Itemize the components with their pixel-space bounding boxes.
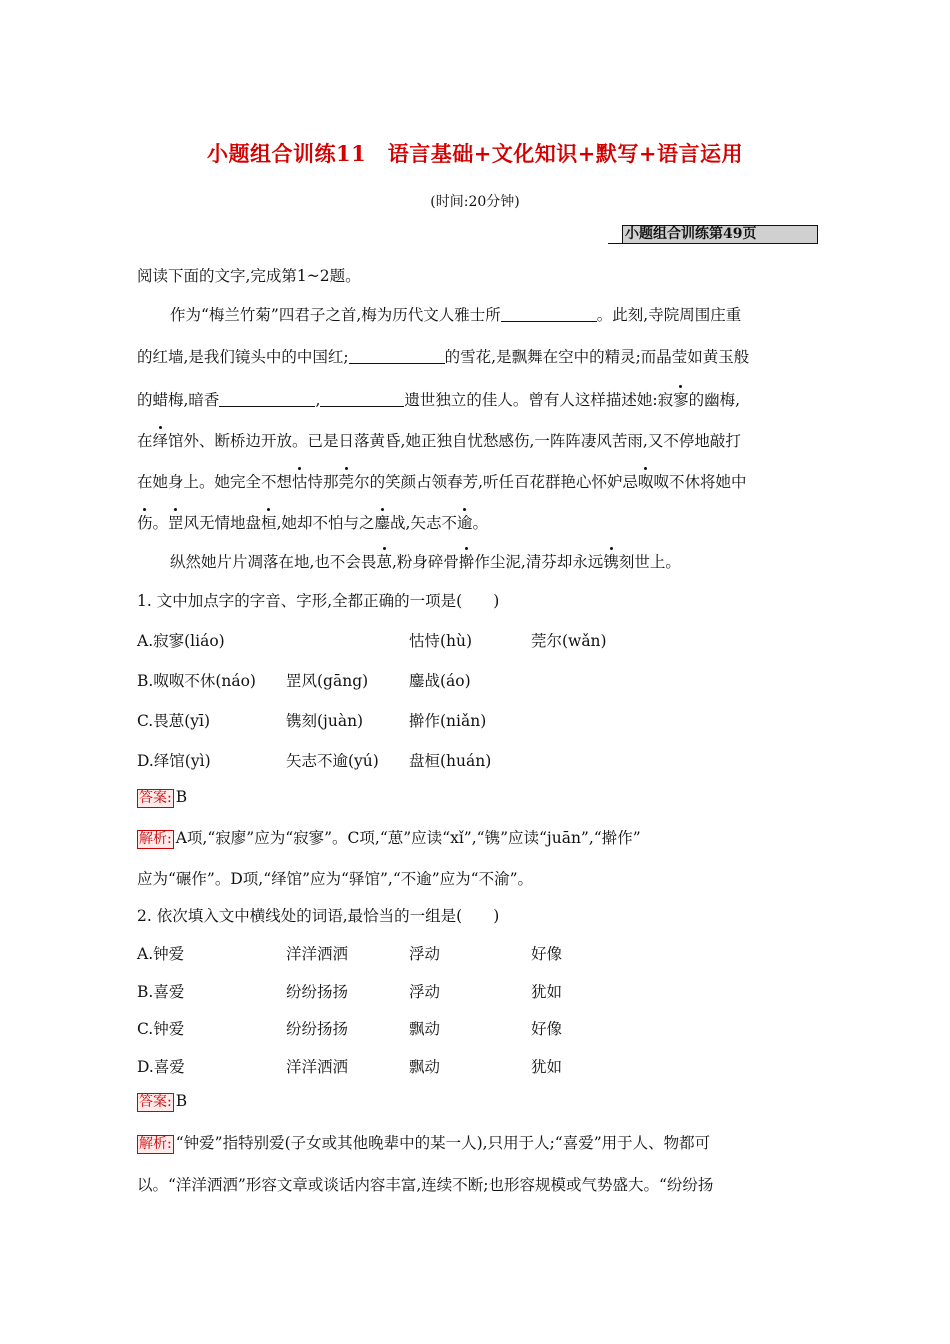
q1-option-a-3: 怙恃(hù): [409, 632, 473, 650]
q1-analysis-line-2: 应为“碾作”。D项,“绎馆”应为“驿馆”,“不逾”应为“不渝”。: [137, 870, 534, 888]
q1-option-d-3: 盘桓(huán): [409, 752, 492, 770]
q1-option-a-4: 莞尔(wǎn): [531, 632, 607, 650]
q2-option-c-4: 好像: [531, 1020, 563, 1038]
dotted-char: 罡: [168, 511, 184, 533]
dotted-char: 葸: [376, 550, 392, 572]
answer-tag: 答案:: [139, 1094, 172, 1110]
q2-option-a-1: A.钟爱: [137, 945, 185, 963]
q2-option-a-3: 浮动: [409, 945, 441, 963]
q1-option-c-1: C.畏葸(yī): [137, 712, 211, 730]
q1-option-c-2: 镌刻(juàn): [286, 712, 364, 730]
q1-analysis-line-1: 解析: A项,“寂廖”应为“寂寥”。C项,“葸”应读“xǐ”,“镌”应读“juān”,“擀作”: [139, 829, 641, 847]
reading-instruction: 阅读下面的文字,完成第1~2题。: [137, 267, 361, 285]
page-reference: [608, 225, 818, 244]
dotted-char: 伤: [137, 511, 153, 533]
q2-analysis-line-1: 解析: “钟爱”指特别爱(子女或其他晚辈中的某一人),只用于人;“喜爱”用于人、物都可: [139, 1134, 711, 1152]
q2-option-c-2: 纷纷扬扬: [286, 1020, 349, 1038]
q1-option-b-2: 罡风(gāng): [286, 672, 369, 690]
q2-answer: 答案: B: [139, 1092, 188, 1110]
passage-line-5: 在她身上。她完全不想怙恃那莞尔的笑颜占领春芳,听任百花群艳心怀妒忌呶呶不休将她中: [137, 470, 747, 492]
q2-option-b-4: 犹如: [531, 983, 563, 1001]
q1-option-d-2: 矢志不逾(yú): [286, 752, 379, 770]
dotted-char: 寥: [673, 388, 689, 410]
q2-option-b-3: 浮动: [409, 983, 441, 1001]
question-2-stem: 2. 依次填入文中横线处的词语,最恰当的一组是( ): [137, 907, 500, 925]
dotted-char: 绎: [153, 429, 169, 451]
fill-blank-2: [349, 348, 445, 364]
q2-option-c-3: 飘动: [409, 1020, 441, 1038]
page-title: 小题组合训练11 语言基础+文化知识+默写+语言运用: [206, 141, 743, 166]
question-1-stem: 1. 文中加点字的字音、字形,全都正确的一项是( ): [137, 592, 500, 610]
passage-line-7: 纵然她片片凋落在地,也不会畏葸,粉身碎骨擀作尘泥,清芬却永远镌刻世上。: [170, 550, 681, 572]
time-note: (时间:20分钟): [430, 194, 520, 210]
q2-option-d-4: 犹如: [531, 1058, 563, 1076]
dotted-char: 逾: [457, 511, 473, 533]
passage-line-1: 作为“梅兰竹菊”四君子之首,梅为历代文人雅士所 。此刻,寺院周围庄重: [170, 306, 742, 324]
q1-option-a-1: A.寂寥(liáo): [137, 632, 225, 650]
dotted-char: 怙: [292, 470, 308, 492]
dotted-char: 莞: [339, 470, 355, 492]
fill-blank-1: [501, 306, 597, 322]
q2-option-d-3: 飘动: [409, 1058, 441, 1076]
page-reference-label: 小题组合训练第49页: [622, 225, 818, 244]
q2-option-b-1: B.喜爱: [137, 983, 185, 1001]
q2-analysis-line-2: 以。“洋洋洒洒”形容文章或谈话内容丰富,连续不断;也形容规模或气势盛大。“纷纷扬: [137, 1176, 714, 1194]
q2-option-c-1: C.钟爱: [137, 1020, 185, 1038]
q2-option-b-2: 纷纷扬扬: [286, 983, 349, 1001]
dotted-char: 鏖: [375, 511, 391, 533]
fill-blank-4: [320, 391, 404, 407]
q1-option-c-3: 擀作(niǎn): [409, 712, 487, 730]
dotted-char: 呶: [638, 470, 654, 492]
dotted-char: 镌: [603, 550, 619, 572]
passage-line-4: 在绎馆外、断桥边开放。已是日落黄昏,她正独自忧愁感伤,一阵阵凄风苦雨,又不停地敲打: [137, 429, 741, 451]
passage-line-3: 的蜡梅,暗香 , 遗世独立的佳人。曾有人这样描述她:寂寥的幽梅,: [137, 388, 740, 410]
q1-option-b-3: 鏖战(áo): [409, 672, 471, 690]
analysis-tag: 解析:: [139, 1136, 172, 1152]
dotted-char: 擀: [459, 550, 475, 572]
answer-tag: 答案:: [139, 790, 172, 806]
page-reference-rule: [608, 226, 622, 244]
passage-line-6: 伤。罡风无情地盘桓,她却不怕与之鏖战,矢志不逾。: [137, 511, 488, 533]
q1-option-b-1: B.呶呶不休(náo): [137, 672, 256, 690]
q2-option-d-2: 洋洋洒洒: [286, 1058, 349, 1076]
analysis-tag: 解析:: [139, 831, 172, 847]
passage-line-2: 的红墙,是我们镜头中的中国红; 的雪花,是飘舞在空中的精灵;而晶莹如黄玉般: [137, 348, 750, 366]
fill-blank-3: [219, 391, 315, 407]
q2-option-d-1: D.喜爱: [137, 1058, 185, 1076]
q2-option-a-2: 洋洋洒洒: [286, 945, 349, 963]
q2-option-a-4: 好像: [531, 945, 563, 963]
dotted-char: 桓: [261, 511, 277, 533]
q1-option-d-1: D.绎馆(yì): [137, 752, 211, 770]
q1-answer: 答案: B: [139, 788, 188, 806]
